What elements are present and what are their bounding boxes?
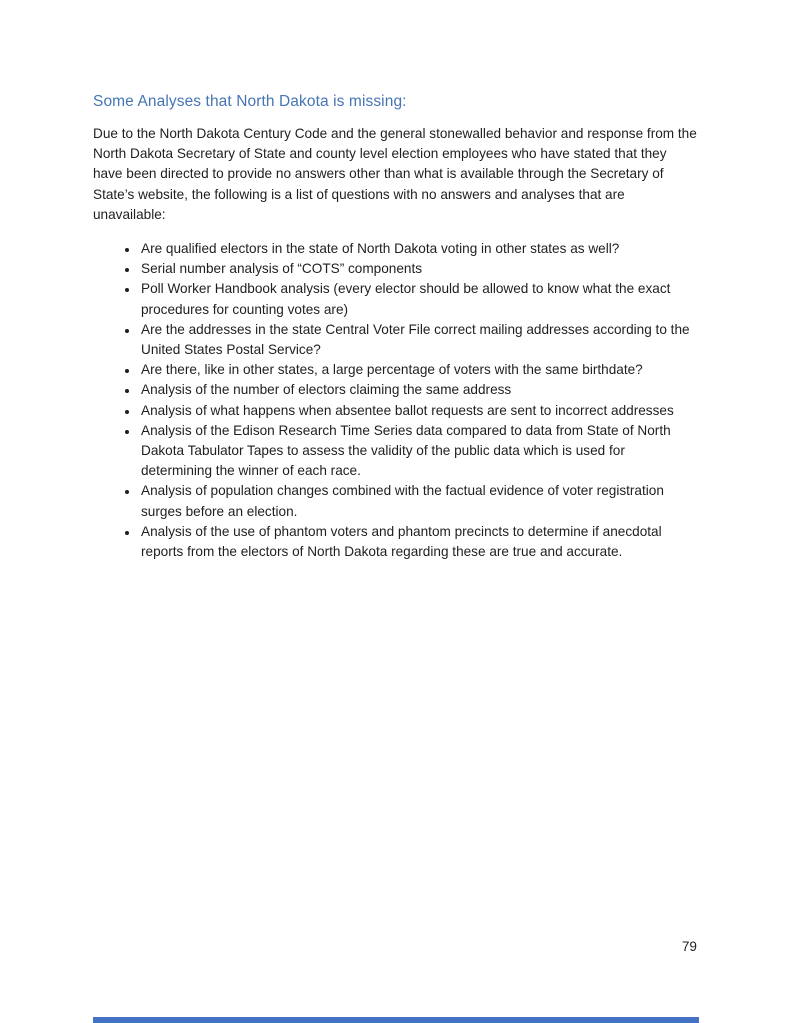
- list-item: • Analysis of what happens when absentee ballot requests are sent to incorrect addresses: [139, 401, 699, 421]
- page-number: 79: [681, 939, 697, 954]
- intro-paragraph: Due to the North Dakota Century Code and the general stonewalled behavior and response from the North Dakota Secretary of State and county level election employees who have stated that they have been directed to provide no answers other than what is available through the Secretary of State’s website, the following is a list of questions with no answers and analyses that are unavailable:: [93, 126, 697, 222]
- list-item: • Are there, like in other states, a large percentage of voters with the same birthdate?: [139, 360, 699, 380]
- list-item: • Serial number analysis of “COTS” components: [139, 259, 699, 279]
- section-heading: Some Analyses that North Dakota is missing:: [93, 93, 407, 110]
- footer-accent-bar: [93, 1017, 699, 1023]
- list-item: • Analysis of population changes combined with the factual evidence of voter registration surges before an election.: [139, 481, 699, 521]
- list-item: • Analysis of the number of electors claiming the same address: [139, 380, 699, 400]
- list-item: • Poll Worker Handbook analysis (every elector should be allowed to know what the exact procedures for counting votes are): [139, 279, 699, 319]
- page-content: [93, 93, 699, 562]
- list-item: • Analysis of the Edison Research Time Series data compared to data from State of North Dakota Tabulator Tapes to assess the validity of the public data which is used for determining the winner of each race.: [139, 421, 699, 482]
- list-item: • Analysis of the use of phantom voters and phantom precincts to determine if anecdotal reports from the electors of North Dakota regarding these are true and accurate.: [139, 522, 699, 562]
- bullet-list: [93, 239, 699, 562]
- list-item: • Are the addresses in the state Central Voter File correct mailing addresses according to the United States Postal Service?: [139, 320, 699, 360]
- list-item: • Are qualified electors in the state of North Dakota voting in other states as well?: [139, 239, 699, 259]
